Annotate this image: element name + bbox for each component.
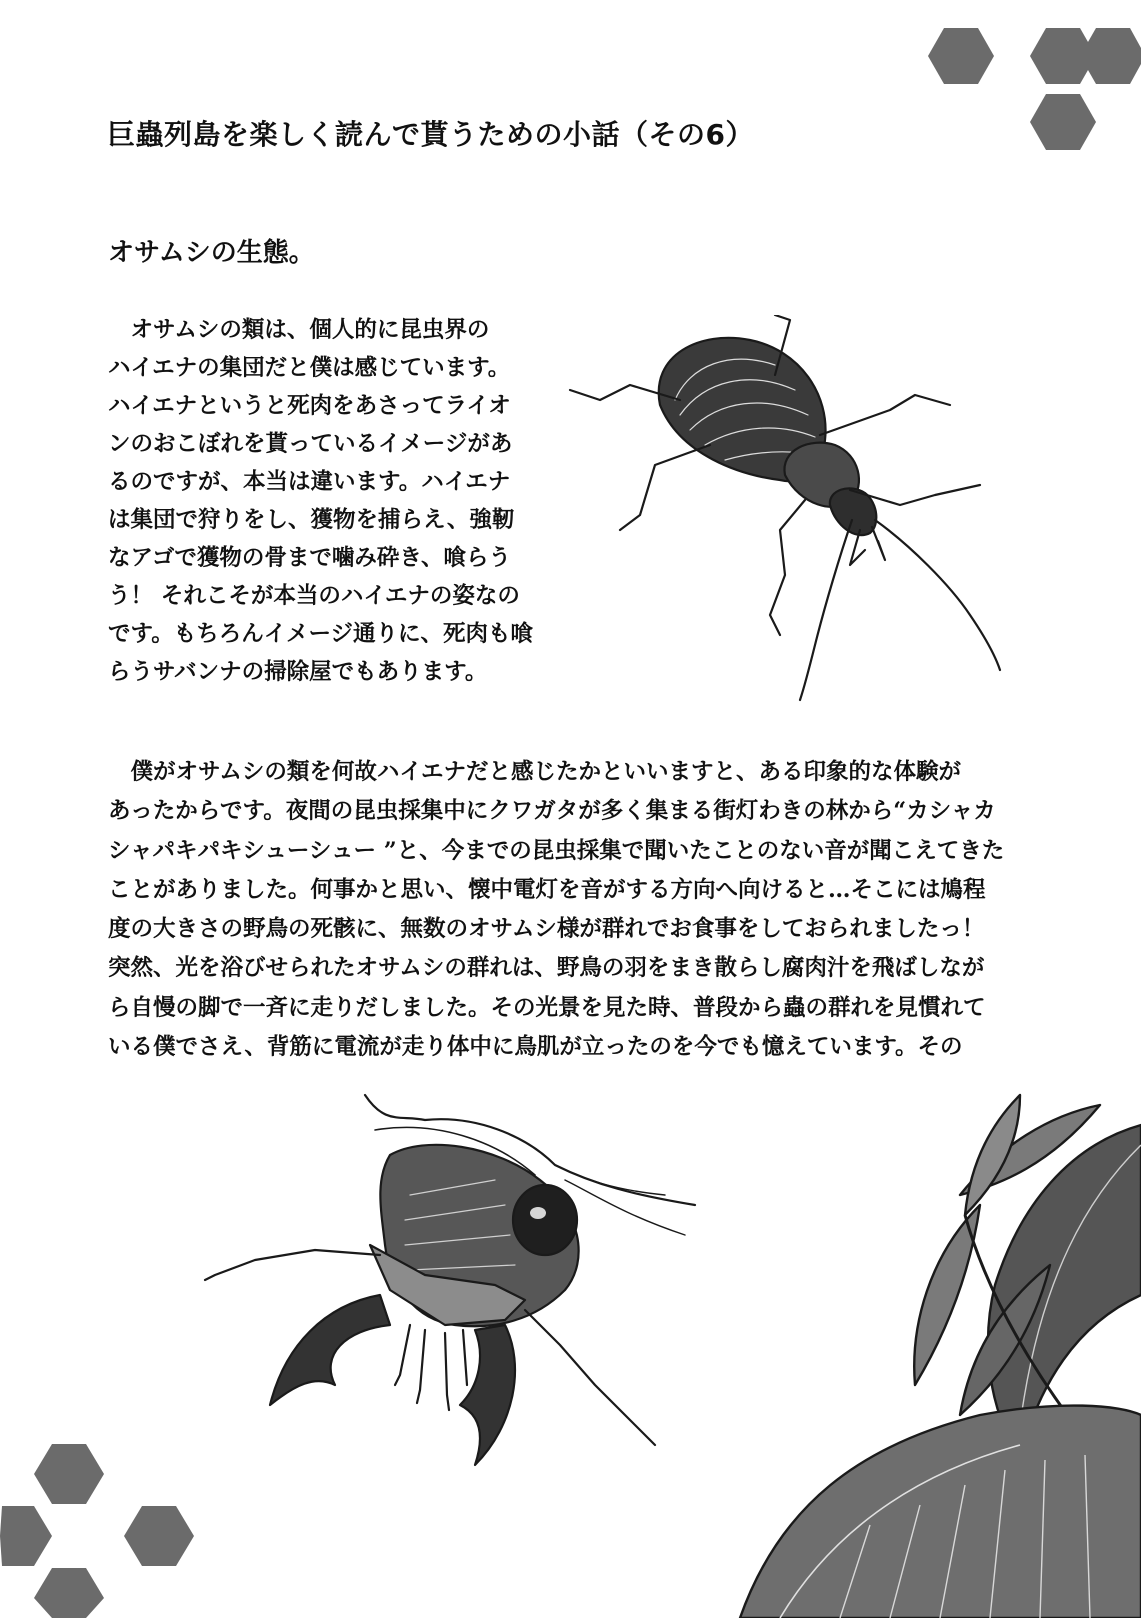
text-line: 僕がオサムシの類を何故ハイエナだと感じたかといいますと、ある印象的な体験が <box>108 759 961 785</box>
text-line: いる僕でさえ、背筋に電流が走り体中に鳥肌が立ったのを今でも憶えています。その <box>108 1034 963 1061</box>
hexagon-cluster-top-icon <box>920 18 1141 153</box>
text-line: 突然、光を浴びせられたオサムシの群れは、野鳥の羽をまき散らし腐肉汁を飛ばしなが <box>108 955 985 982</box>
hexagon-shape <box>1030 94 1096 150</box>
hexagon-shape <box>34 1568 104 1618</box>
page-title: 巨蟲列島を楽しく読んで貰うための小話（その6） <box>107 118 754 151</box>
hexagon-shape <box>928 28 994 84</box>
text-line: なアゴで獲物の骨まで噛み砕き、喰らう <box>108 545 511 571</box>
text-line: う！ それこそが本当のハイエナの姿なの <box>108 583 520 609</box>
text-line: シャパキパキシューシュー ”と、今までの昆虫採集で聞いたことのない音が聞こえてきた <box>108 837 1005 864</box>
text-line: あったからです。夜間の昆虫採集中にクワガタが多く集まる街灯わきの林から“カシャカ <box>108 798 996 825</box>
text-line: ンのおこぼれを貰っているイメージがあ <box>108 431 513 457</box>
hexagon-shape <box>124 1506 194 1566</box>
text-line: 度の大きさの野鳥の死骸に、無数のオサムシ様が群れでお食事をしておられましたっ！ <box>108 916 985 943</box>
experience-paragraph <box>108 753 1038 1067</box>
text-line: るのですが、本当は違います。ハイエナ <box>108 469 511 495</box>
text-line: です。もちろんイメージ通りに、死肉も喰 <box>108 621 534 647</box>
hexagon-shape <box>34 1444 104 1504</box>
text-line: ら自慢の脚で一斉に走りだしました。その光景を見た時、普段から蟲の群れを見慣れて <box>108 994 986 1021</box>
hexagon-shape <box>0 1506 52 1566</box>
intro-paragraph <box>108 311 538 691</box>
section-heading: オサムシの生態。 <box>108 238 315 268</box>
text-line: ハイエナの集団だと僕は感じています。 <box>108 355 511 381</box>
text-line: ことがありました。何事かと思い、懐中電灯を音がする方向へ向けると…そこには鳩程 <box>108 876 986 903</box>
ground-beetle-illustration-icon <box>560 315 1060 705</box>
text-line: らうサバンナの掃除屋でもあります。 <box>108 659 488 685</box>
text-line: オサムシの類は、個人的に昆虫界の <box>108 317 490 343</box>
hexagon-shape <box>1080 28 1141 84</box>
text-line: ハイエナというと死肉をあさってライオ <box>108 393 511 419</box>
text-line: は集団で狩りをし、獲物を捕らえ、強靭 <box>108 507 515 533</box>
hexagon-cluster-bottom-icon <box>0 1430 200 1618</box>
beetle-head-illustration-icon <box>195 1085 725 1515</box>
leaf-illustration-icon <box>720 1085 1141 1618</box>
